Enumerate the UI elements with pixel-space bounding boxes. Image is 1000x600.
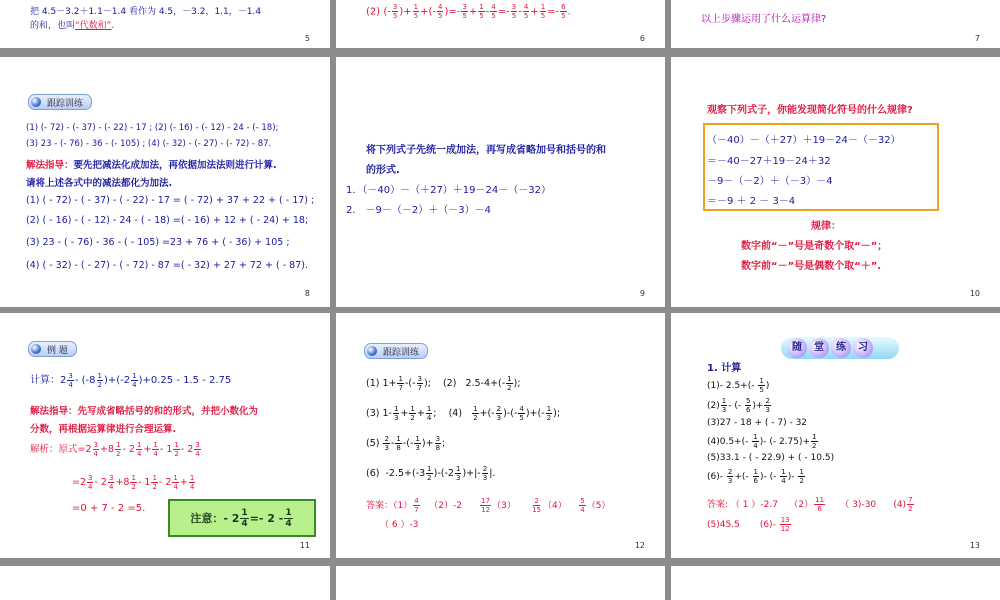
- problem-line: (6)- $\frac{2}{3}$ +(- $\frac{1}{6}$ )- (- $\frac{1}{4}$ )- $\frac{1}{2}$: [707, 468, 804, 485]
- slide-13: [671, 313, 1000, 558]
- expression-line: （－40）－（＋27）＋19－24－（－32）: [707, 135, 901, 146]
- problem-line: (1) (- 72) - (- 37) - (- 22) - 17 ; (2) (- 16) - (- 12) - 24 - (- 18);: [26, 123, 279, 133]
- page-number: 12: [634, 541, 645, 550]
- solution-line: =0 + 7 - 2 =5.: [72, 503, 146, 514]
- rule-line: 数字前“－”号是偶数个取“＋”.: [741, 261, 882, 272]
- problem-line: (3)27 - 18 + ( - 7) - 32: [707, 418, 808, 428]
- guide-line: 分数，再根据运算律进行合理运算.: [30, 424, 177, 435]
- rule-line: 数字前“－”号是奇数个取“－”；: [741, 241, 888, 252]
- slide-6: [336, 0, 665, 48]
- expression-line: ＝－9 ＋ 2 － 3－4: [707, 196, 796, 207]
- slide-9: [336, 57, 665, 307]
- expression-line: 1．（－40）－（＋27）＋19－24－（－32）: [346, 185, 551, 196]
- answer-line: （ 6 ）-3: [380, 520, 419, 530]
- slide-16: [671, 566, 1000, 600]
- problem-line: (6) -2.5+(-3 $\frac{1}{2}$ )-(-2 $\frac{1}{3}$ )+|- $\frac{2}{3}$ |.: [366, 465, 496, 482]
- answer-line: (5)45.5 (6)- $\frac{13}{12}$: [707, 516, 790, 533]
- slide-7: [671, 0, 1000, 48]
- banner-char: 随: [787, 338, 807, 358]
- banner-char: 堂: [809, 338, 829, 358]
- problem-line: (2) $\frac{1}{3}$ - (- $\frac{5}{6}$ )+ $\frac{2}{3}$: [707, 397, 770, 414]
- slide-15: [336, 566, 665, 600]
- page-number: 13: [969, 541, 980, 550]
- solution-line: 解析：原式=2 $\frac{3}{4}$ +8 $\frac{1}{2}$ - 2 $\frac{1}{4}$ + $\frac{1}{4}$ - 1 $\frac{1}{2}$ - 2 $\frac{3}{4}$: [30, 441, 200, 458]
- answer-line: 答案：（1） $\frac{4}{7}$ （2）-2 $\frac{17}{12}$ （3） $\frac{2}{15}$ （4） $\frac{5}{4}$ （5）: [366, 497, 611, 514]
- section-title: 1. 计算: [707, 363, 742, 374]
- page-number: 8: [304, 289, 310, 298]
- page-number: 11: [299, 541, 310, 550]
- bullet-icon: [367, 346, 377, 356]
- equation: (2) (- $\frac{3}{5}$ )+ $\frac{1}{5}$ +(- $\frac{4}{5}$ )=- $\frac{3}{5}$ + $\frac{1}{5}$ - $\frac{4}{5}$ =- $\frac{3}{5}$ - $\frac{4}{5}$ + $\frac{1}{5}$ =- $\frac{6}{5}$ .: [366, 3, 571, 20]
- text-line: 的和，也叫“代数和”.: [30, 21, 115, 31]
- bullet-icon: [31, 97, 41, 107]
- banner: [781, 337, 899, 359]
- answer-line: (3) 23 - ( - 76) - 36 - ( - 105) =23 + 76 + ( - 36) + 105 ;: [26, 237, 290, 248]
- problem-line: (5)33.1 - ( - 22.9) + ( - 10.5): [707, 453, 835, 463]
- page-number: 5: [304, 34, 310, 43]
- slide-11: [0, 313, 330, 558]
- instruction-line: 请将上述各式中的减法都化为加法.: [26, 178, 173, 189]
- answer-line: (1) ( - 72) - ( - 37) - ( - 22) - 17 = ( - 72) + 37 + 22 + ( - 17) ;: [26, 195, 315, 206]
- slide-14: [0, 566, 330, 600]
- solution-line: =2 $\frac{3}{4}$ - 2 $\frac{3}{4}$ +8 $\frac{1}{2}$ - 1 $\frac{1}{2}$ - 2 $\frac{1}{4}$ + $\frac{1}{4}$: [72, 474, 195, 491]
- answer-line: (4) ( - 32) - ( - 27) - ( - 72) - 87 =( - 32) + 27 + 72 + ( - 87).: [26, 260, 308, 271]
- intro-line: 将下列式子先统一成加法，再写成省略加号和括号的和: [366, 145, 606, 156]
- slide-5: [0, 0, 330, 48]
- page-number: 7: [974, 34, 980, 43]
- page-number: 9: [639, 289, 645, 298]
- expression-line: ＝－40－27＋19－24＋32: [707, 156, 831, 167]
- expression-line: 2． －9－（－2）＋（－3）－4: [346, 205, 491, 216]
- slide-8: [0, 57, 330, 307]
- page-number: 6: [639, 34, 645, 43]
- slide-10: [671, 57, 1000, 307]
- text-line: 把 4.5－3.2＋1.1－1.4 看作为 4.5，－3.2，1.1，－1.4: [30, 7, 262, 17]
- problem-line: 计算：2 $\frac{3}{4}$ - (-8 $\frac{1}{2}$ )+(-2 $\frac{1}{4}$ )+0.25 - 1.5 - 2.75: [30, 371, 232, 389]
- bullet-icon: [31, 344, 41, 354]
- problem-line: (3) 1- $\frac{1}{3}$ + $\frac{1}{2}$ + $\frac{1}{4}$ ; (4) $\frac{1}{2}$ +(- $\frac{2}{3}$ )-(- $\frac{4}{5}$ )+(- $\frac{1}{2}$ );: [366, 405, 561, 422]
- answer-line: (2) ( - 16) - ( - 12) - 24 - ( - 18) =( - 16) + 12 + ( - 24) + 18;: [26, 215, 309, 226]
- problem-line: (1) 1+ $\frac{1}{7}$ -(- $\frac{3}{7}$ ); (2) 2.5-4+(- $\frac{1}{2}$ );: [366, 375, 521, 392]
- intro-line: 的形式.: [366, 165, 400, 176]
- problem-line: (1)- 2.5+(- $\frac{1}{5}$ ): [707, 377, 770, 394]
- problem-line: (3) 23 - (- 76) - 36 - (- 105) ; (4) (- 32) - (- 27) - (- 72) - 87.: [26, 139, 272, 149]
- rule-title: 规律：: [811, 221, 841, 232]
- section-header: 例 题: [28, 341, 77, 357]
- slide-12: [336, 313, 665, 558]
- section-header: 跟踪训练: [28, 94, 92, 110]
- banner-char: 练: [831, 338, 851, 358]
- guide-line: 解法指导：要先把减法化成加法，再依据加法法则进行计算.: [26, 160, 277, 171]
- question-text: 观察下列式子，你能发现简化符号的什么规律?: [707, 105, 913, 116]
- guide-line: 解法指导：先写成省略括号的和的形式，并把小数化为: [30, 406, 259, 417]
- problem-line: (4)0.5+(- $\frac{1}{4}$ )- (- 2.75)+ $\frac{1}{2}$: [707, 433, 817, 450]
- question-text: 以上步骤运用了什么运算律?: [701, 14, 827, 25]
- expression-line: －9－（－2）＋（－3）－4: [707, 176, 833, 187]
- page-number: 10: [969, 289, 980, 298]
- banner-char: 习: [853, 338, 873, 358]
- problem-line: (5) $\frac{2}{3}$ - $\frac{1}{8}$ -(- $\frac{1}{3}$ )+ $\frac{3}{8}$ ;: [366, 435, 446, 452]
- section-header: 跟踪训练: [364, 343, 428, 359]
- answer-line: 答案: （ 1 ）-2.7 （2） $\frac{11}{6}$ （ 3)-30 (4) $\frac{7}{2}$: [707, 496, 913, 513]
- note-box: 注意： - 2 $\frac{1}{4}$ =- 2 - $\frac{1}{4}$: [168, 499, 316, 537]
